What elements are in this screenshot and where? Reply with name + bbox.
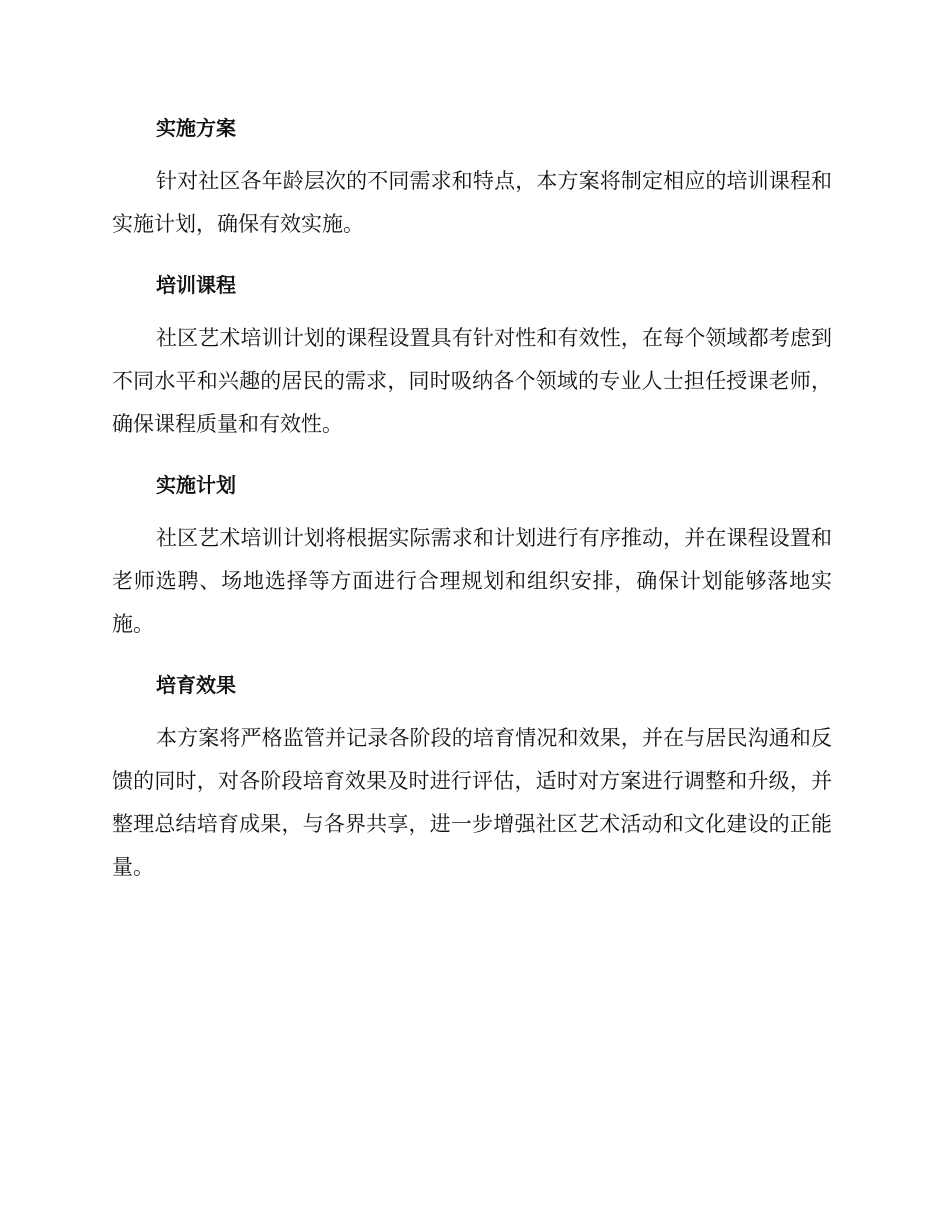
section-heading: 实施计划 [156,473,236,497]
section-implementation-schedule [112,465,832,646]
section-paragraph: 社区艺术培训计划的课程设置具有针对性和有效性，在每个领域都考虑到不同水平和兴趣的居民的需求，同时吸纳各个领域的专业人士担任授课老师，确保课程质量和有效性。 [112,326,832,436]
section-heading: 培育效果 [156,673,236,697]
section-cultivation-results [112,665,832,889]
document-page [112,108,832,908]
section-heading: 实施方案 [156,116,236,140]
section-heading: 培训课程 [156,273,236,297]
section-paragraph: 针对社区各年龄层次的不同需求和特点，本方案将制定相应的培训课程和实施计划，确保有效实施。 [112,169,832,236]
section-implementation-plan [112,108,832,246]
section-training-courses [112,265,832,446]
section-paragraph: 社区艺术培训计划将根据实际需求和计划进行有序推动，并在课程设置和老师选聘、场地选择等方面进行合理规划和组织安排，确保计划能够落地实施。 [112,526,832,636]
section-paragraph: 本方案将严格监管并记录各阶段的培育情况和效果，并在与居民沟通和反馈的同时，对各阶段培育效果及时进行评估，适时对方案进行调整和升级，并整理总结培育成果，与各界共享，进一步增强社区艺术活动和文化建设的正能量。 [112,726,832,879]
